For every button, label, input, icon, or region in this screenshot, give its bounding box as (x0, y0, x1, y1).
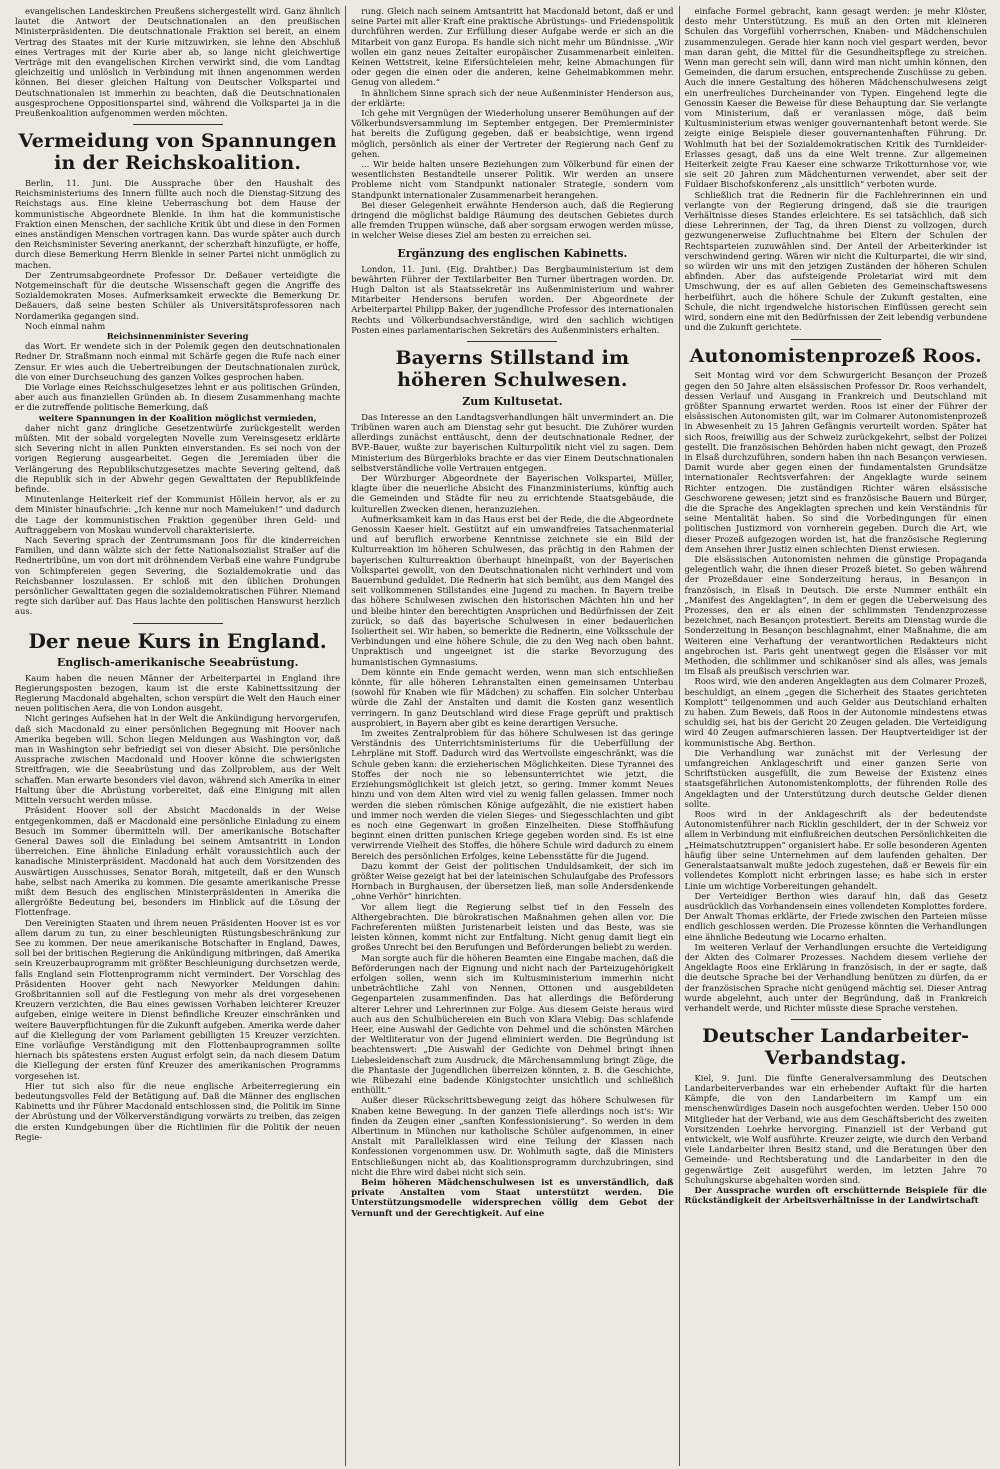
article-text: Der Verteidiger Berthon wies darauf hin, daß das Gesetz ausdrücklich das Vorhandensein eines vollendeten Komplottes fordere. Der Anwalt Thomas erklärte, der Friede zwischen den Parteien müsse endlich geschlossen werden. Die Prozesse könnten die Verhandlungen eine ähnliche Bedeutung wie Locarno erhalten. (684, 890, 987, 942)
subheadline: Zum Kultusetat. (462, 394, 563, 408)
article-text: Hier tut sich also für die neue englische Arbeiterregierung ein bedeutungsvolles Feld der Betätigung auf. Daß die Männer des englischen Kabinetts und ihr Führer Macdonald entschlossen sind, die Politik im Sinne der Abrüstung und der Völkerverständigung vorwärts zu treiben, das zeigen die ersten Kundgebungen über die Richtlinien für die Politik der neuen Regie- (15, 1080, 341, 1142)
article-text: Man sorgte auch für die höheren Beamten eine Eingabe machen, daß die Beförderungen nach der Eignung und nicht nach der Parteizugehörigkeit erfolgen sollen, wenn sich im Kultusministerium immerhin nicht unbeträchtliche Zahl von Nennen, Ottonen und ausgebildeten Gegenparteien zusammenfinden. Das hat allerdings die Beförderung alterer Lehrer und Lehrerinnen zur Folge. Aus diesem Geiste heraus wird auch aus den Schulbüchereien ein Buch von Klara Viebig: Das schlafende Heer, eine Auswahl der Gedichte von Dehmel und die schönsten Märchen der Weltliteratur von der Jugend eliminiert werden. Die Begründung ist beachtenswert: „Die Auswahl der Gedichte von Dehmel bringt ihnen Liebesleidenschaft zum Ausdruck, die Märchensammlung bringt Züge, die die Phantasie der Jugendlichen überreizen könnten, z. B. die Geschichte, wie Rübezahl eine badende Königstochter unsichtlich und schließlich enthüllt.“ (351, 952, 674, 1096)
article-text: Aufmerksamkeit kam in das Haus erst bei der Rede, die die Abgeordnete Genossin Kaeser hielt. Gestützt auf ein umwandfreies Tatsachenmaterial und auf beruflich erworbene Kenntnisse zeichnete sie ein Bild der Kulturreaktion im höheren Schulwesen, das prächtig in den Rahmen der bayerischen Kulturreaktion überhaupt hineinpaßt, von der Bayerischen Volkspartei gewollt, von den Deutschnationalen nicht verhindert und vom Bauernbund geduldet. Die Rednerin hat sich bemüht, aus dem Mangel des seit vollkommenen Stillstandes eine Jugend zu machen. In Bayern treibe das höhere Schulwesen zwischen den historischen Mächten hin und her und bleibe hinter den berechtigten Ansprüchen und Bedürfnissen der Zeit zurück, so daß das bayerische Schulwesen in einer bedauerlichen Isoliertheit sei. Wir haben, so bemerkte die Rednerin, eine Volksschule der Verbindungen und eine höhere Schule, die zu den Weg nach oben bahnt. Unpraktisch und ungeeignet ist die starke Bevorzugung des humanistischen Gymnasiums. (351, 513, 674, 667)
column-3 (679, 6, 992, 1466)
article-text: Bei dieser Gelegenheit erwähnte Henderson auch, daß die Regierung dringend die möglichst baldige Räumung des deutschen Gebietes durch alle fremden Truppen wünsche, daß aber sorgsam erwogen werden müsse, in welcher Weise dieses Ziel am besten zu erreichen sei. (351, 199, 674, 241)
divider (133, 623, 223, 624)
article-text: Roos wird, wie den anderen Angeklagten aus dem Colmarer Prozeß, beschuldigt, an einem „gegen die Sicherheit des Staates gerichteten Komplott“ teilgenommen und auch Gelder aus Deutschland erhalten zu haben. Zum Beweis, daß Roos in der Autonomie mindestens etwas schuldig sei, hat bis der Gericht 20 Zeugen geladen. Die Verteidigung wird 40 Zeugen aufmarschieren lassen. Der Hauptverteidiger ist der kommunistische Abg. Berthon. (684, 676, 987, 748)
article-text: Der Aussprache wurden oft erschütternde Beispiele für die Rückständigkeit der Arbeitsverhältnisse in der Landwirtschaft (684, 1185, 987, 1206)
article-text: Minutenlange Heiterkeit rief der Kommunist Höllein hervor, als er zu dem Minister hinaufschrie: „Ich kenne nur noch Mameluken!“ und dadurch die Lage der kommunistischen Fraktion gegenüber ihren Geld- und Auftraggebern von Moskau wundervoll charakterisierte. (15, 494, 341, 535)
article-text: Dazu kommt der Geist der politischen Unduldsamkeit, der sich im größter Weise gezeigt hat bei der lateinischen Schulaufgabe des Professors Hornbach in Burghausen, der übersetzen ließ, man solle Andersdenkende „ohne Verhör“ hinrichten. (351, 860, 674, 902)
article-text: das Wort. Er wendete sich in der Polemik gegen den deutschnationalen Redner Dr. Straßmann noch einmal mit Schärfe gegen die Rufe nach einer Zensur. Er wies auch die Uebertreibungen der Deutschnationalen zurück, die von einer Durchseuchung des ganzen Volkes gesprochen haben. (15, 341, 341, 382)
columns (10, 6, 992, 1466)
article-text: Beim höheren Mädchenschulwesen ist es unverständlich, daß private Anstalten vom Staat unterstützt werden. Die Unterstützungsmodelle widersprechen völlig dem Gebot der Vernunft und der Gerechtigkeit. Auf eine (351, 1177, 674, 1218)
article-text: einfache Formel gebracht, kann gesagt werden: je mehr Klöster, desto mehr Unterstützung. Es muß an den Orten mit kleineren Schulen das Vorgefühl vorherrschen, Knaben- und Mädchenschulen zusammenzulegen. Gerade hier kann noch viel gespart werden, bevor man daran geht, die Mittel für die Gesundheitspflege zu streichen. Wenn man gerecht sein will, dann wird man nicht umhin können, den Gemeinden, die darum ersuchen, entsprechende Zuschüsse zu geben. Auch die innere Gestaltung des höheren Mädchenschulwesens zeigt ein unerfreuliches Durcheinander von Typen. Eingehend legte die Genossin Kaeser die Beweise für diese Behauptung dar. Sie verlangte vom Ministerium, daß er veranlassen möge, daß beim Kultusministerium etwas weniger gouvernantenhaft betont werde. Sie zeigte einige Beispiele dieser gouvernantenhaften Führung. Dr. Wohlmuth hat bei der Sozialdemokratischen Kritik des Turnkleider-Erlasses gesagt, daß uns da eine Welt trenne. Zur allgemeinen Heiterkeit zeigte Frau Kaeser eine schwarze Trikotturnhose vor, wie sie seit 20 Jahren zum Mädchenturnen verwendet, aber seit der Fuldaer Bischofskonferenz „als unsittlich“ verboten wurde. (684, 6, 987, 190)
subheadline: Englisch-amerikanische Seeabrüstung. (56, 655, 299, 669)
article-text: Der Würzburger Abgeordnete der Bayerischen Volkspartei, Müller, klagte über die neuerliche Absicht des Finanzministeriums, künftig auch die Gemeinden und Städte für neu zu errichtende Staatsgebäude, die kulturellen Zwecken dienen, heranzuziehen. (351, 473, 674, 514)
article-text: Noch einmal nahm (25, 320, 106, 331)
article-text: Vor allem liegt die Regierung selbst tief in den Fesseln des Althergebrachten. Die bürokratischen Maßnahmen gehen allen vor. Die Fachreferenten müßten Juristenarbeit leisten und das Beste, was sie leisten können, kommt nicht zur Entfaltung. Nicht genug damit liegt ein großes Unrecht bei den Berufungen und Beförderungen beliebt zu werden. (351, 901, 674, 953)
headline: Bayerns Stillstand im höheren Schulwesen. (395, 347, 630, 391)
article-text: Im zweites Zentralproblem für das höhere Schulwesen ist das geringe Verständnis des Unterrichtsministeriums für die Ueberfüllung der Lehrpläne mit Stoff. Dadurch wird das Wertvollste eingeschränkt, was die Schule geben kann: die erzieherischen Möglichkeiten. Diese Tyrannei des Stoffes der noch nie so lebensunterrichtet wie jetzt, die Erziehungsmöglichkeit ist gleich jetzt, so gering. Immer kommt Neues hinzu und von dem Alten wird viel zu wenig fallen gelassen. Immer noch werden die sieben römischen Könige aufgezählt, die nie existiert haben und immer noch werden die vielen Sieges- und Siegesschlachten und gibt es noch eine Gegenwart in großen Einzelheiten. Diese Stoffhäufung beginnt einen dritten punischen Kriege gegeben worden sind. Es ist eine verwirrende Vielheit des Stoffes, die höhere Schule wird dadurch zu einem Bereich des persönlichen Erfolges, keine Lebensstätte für die Jugend. (351, 728, 674, 861)
article-text: In ähnlichem Sinne sprach sich der neue Außenminister Henderson aus, der erklärte: (351, 87, 674, 108)
divider (133, 124, 223, 125)
article-text: Kaum haben die neuen Männer der Arbeiterpartei in England ihre Regierungsposten bezogen, kaum ist die erste Kabinettssitzung der Regierung Macdonald abgehalten, schon verspürt die Welt den Hauch einer neuen politischen Aera, die von London ausgeht. (15, 672, 341, 714)
divider (791, 339, 881, 340)
article-text: Nicht geringes Aufsehen hat in der Welt die Ankündigung hervorgerufen, daß sich Macdonald zu einer persönlichen Begegnung mit Hoover nach Amerika begeben will. Schon liegen Meldungen aus Washington vor, daß man in Washington sehr befriedigt sei von dieser Absicht. Die persönliche Aussprache zwischen Macdonald und Hoover könne die schwierigsten Streitfragen, wie die Seeabrüstung und das Zollproblem, aus der Welt schaffen. Man erwarte besonders viel davon, während sich Amerika in einer Haltung über die Abrüstung vorbereitet, daß eine Einigung mit allen Mitteln versucht werden müsse. (15, 713, 341, 806)
article-text: daher nicht ganz dringliche Gesetzentwürfe zurückgestellt werden müßten. Mit der sobald vorgelegten Novelle zum Vereinsgesetz erklärte sich Severing nicht in allen Punkten einverstanden. Es sei noch von der vorigen Regierung ausgearbeitet. Gegen die Jeremiaden über die Verlängerung des Republikschutzgesetzes machte Severing geltend, daß die Republik sich in der Abwehr gegen Gewalttaten der Republikfeinde befinde. (15, 422, 341, 495)
subheading: Reichsinnenminister Severing (106, 330, 249, 341)
article-text: ... Wir beide halten unsere Beziehungen zum Völkerbund für einen der wesentlichsten Bestandteile unserer Politik. Wir werden an unsere Probleme nicht vom Standpunkt nationaler Strategie, sondern vom Standpunkt internationaler Zusammenarbeit herangehen. (351, 159, 674, 200)
article-text: Seit Montag wird vor dem Schwurgericht Besançon der Prozeß gegen den 50 Jahre alten elsässischen Professor Dr. Roos verhandelt, dessen Verlauf und Ausgang in Frankreich und Deutschland mit größter Spannung erwartet werden. Roos ist einer der Führer der elsässischen Autonomisten gilt, war im Colmarer Autonomistenprozeß in Abwesenheit zu 15 Jahren Gefängnis verurteilt worden. Später hat sich Roos, freiwillig aus der Schweiz zurückgekehrt, selbst der Polizei gestellt. Die französischen Behörden haben nicht gewagt, den Prozeß in Elsaß durchzuführen, sondern haben ihn nach Besançon verwiesen. Damit wurde aber gegen einen der fundamentalsten Grundsätze internationaler Rechtsverfahren: der Angeklagte wurde seinem Richter entzogen. Die zuständigen Richter wären elsässische Geschworene gewesen; jetzt sind es französische Bauern und Bürger, die die Sprache des Angeklagten sprechen und kein Verständnis für seine Mentalität haben. So sind die Vorbedingungen für einen politischen Justizmord von vornherein gegeben. Durch die Art, wie dieser Prozeß aufgezogen worden ist, hat die französische Regierung dem Ansehen ihrer Justiz einen schlechten Dienst erwiesen. (684, 370, 987, 554)
divider (791, 1019, 881, 1020)
article-text: Der Zentrumsabgeordnete Professor Dr. Deßauer verteidigte die Notgemeinschaft für die deutsche Wissenschaft gegen die Angriffe des Sozialdemokraten Moses. Aufmerksamkeit erweckte die Bemerkung Dr. Deßauers, daß seine besten Schüler als Universitätsprofessoren nach Nordamerika gegangen sind. (15, 269, 341, 321)
article-text: Im weiteren Verlauf der Verhandlungen ersuchte die Verteidigung der Akten des Colmarer Prozesses. Nachdem diesem verliehe der Angeklagte Roos eine Erklärung in französisch, in der er sagte, daß die deutsche Sprache bei der Verhandlung benützen zu dürfen, da er der französischen Sprache nicht genügend mächtig sei. Dieser Antrag wurde abgelehnt, auch unter der Begründung, daß in Frankreich verhandelt werde, und Richter müsste diese Sprache verstehen. (684, 941, 987, 1013)
headline: Deutscher Landarbeiter-Verbandstag. (702, 1025, 970, 1069)
article-text: Die Vorlage eines Reichsschulgesetzes lehnt er aus politischen Gründen, aber auch aus finanziellen Gründen ab. In diesem Zusammenhang machte er die zutreffende politische Bemerkung, daß (15, 381, 341, 413)
article-text: Den Vereinigten Staaten und ihrem neuen Präsidenten Hoover ist es vor allem darum zu tun, zu einer beschleunigten Rüstungsbeschränkung zur See zu kommen. Der neue amerikanische Botschafter in England, Dawes, soll bei der britischen Regierung die Ankündigung mitbringen, daß Amerika sein Kreuzerbauprogramm mit größter Beschleunigung durchsetzen werde, falls England sein Flottenprogramm nicht vermindert. Der Vorschlag des Präsidenten Hoover geht nach Newyorker Meldungen dahin: Großbritannien soll auf die Festlegung von mehr als drei vorgesehenen Kreuzern verzichten, die Bau eines gewissen Vorhaben leichterer Kreuzer aufgeben, einige weitere in Dienst befindliche Kreuzer einschränken und weitere Bauverpflichtungen für die Zukunft aufgeben. Amerika werde daher auf die Kiellegung der vom Parlament gebilligten 15 Kreuzer verzichten. Eine vorläufige Verständigung mit den Flottenbauprogrammen sollte hiernach bis spätestens ersten August erfolgt sein, da nach diesem Datum die Kiellegung der ersten fünf Kreuzer des amerikanischen Programms vorgesehen ist. (15, 917, 341, 1081)
column-1 (10, 6, 345, 1466)
article-text: Das Interesse an den Landtagsverhandlungen hält unvermindert an. Die Tribünen waren auch am Dienstag sehr gut besucht. Die Zuhörer wurden allerdings zunächst enttäuscht, denn der deutschnationale Redner, der BVP.-Bauer, wußte zur bayerischen Kulturpolitik nicht viel zu sagen. Dem Ministerium des Bürgerbloks brachte er das vier Einem Deutschnationalen selbstverständliche volle Vertrauen entgegen. (351, 411, 674, 473)
headline: Autonomistenprozeß Roos. (689, 344, 982, 367)
column-2 (345, 6, 678, 1466)
subheadline: Ergänzung des englischen Kabinetts. (397, 246, 628, 260)
subheading: weitere Spannungen in der Koalition möglichst vermieden, (38, 412, 317, 423)
headline: Der neue Kurs in England. (28, 628, 327, 653)
headline: Vermeidung von Spannungen in der Reichskoalition. (18, 130, 337, 175)
article-text: Dem könnte ein Ende gemacht werden, wenn man sich entschließen könnte, für alle höheren Lehranstalten einen gemeinsamen Unterbau (sowohl für Knaben wie für Mädchen) zu schaffen. Ein solcher Unterbau würde die Zahl der Anstalten und damit die Kosten ganz wesentlich verringern. In ganz Deutschland wird diese Frage geprüft und praktisch ausprobiert, in Bayern aber gibt es keine derartigen Versuche. (351, 666, 674, 728)
article-text: Präsident Hoover soll der Absicht Macdonalds in der Weise entgegenkommen, daß er Macdonald eine persönliche Einladung zu einem Besuch im Sommer übermitteln will. Der amerikanische Botschafter General Dawes soll die Einladung bei seinem Amtsantritt in London überreichen. Eine ähnliche Einladung erhält voraussichtlich auch der kanadische Ministerpräsident. Macdonald hat auch dem Vorsitzenden des Auswärtigen Ausschusses, Senator Borah, mitgeteilt, daß er den Wunsch habe, selbst nach Amerika zu kommen. Die gesamte amerikanische Presse mißt dem Besuch des englischen Ministerpräsidenten in Amerika die allergrößte Bedeutung bei, besonders im Hinblick auf die Lösung der Flottenfrage. (15, 805, 341, 918)
article-text: Außer dieser Rückschrittsbewegung zeigt das höhere Schulwesen für Knaben keine Bewegung. In der ganzen Tiefe allerdings noch ist's: Wir finden da Zeugen einer „sanften Konfessionisierung“. So werden in dem Albertinum in München nur katholische Schüler aufgenommen, in einer Anstalt mit Parallelklassen wird eine Teilung der Klassen nach Konfessionen vorgenommen usw. Dr. Wohlmuth sagte, daß die Ministers Entschließungen nicht ab, das Koalitionsprogramm durchzubringen, sind nicht die Ehre wird dabei nicht sich sein. (351, 1095, 674, 1177)
article-text: Roos wird in der Anklageschrift als der bedeutendste Autonomistenführer nach Ricklin geschildert, der in der Schweiz vor allem in Verbindung mit einflußreichen deutschen Persönlichkeiten die „Heimatschutztruppen“ organisiert habe. Er solle besonderen Agenten häufig über seine Unternehmen auf dem laufenden gehalten. Der Generalstaatsanwalt mußte jedoch zugestehen, daß er Beweis für ein vollendetes Komplott nicht erbringen lasse; es habe sich in erster Linie um wichtige Vorbereitungen gehandelt. (684, 809, 987, 891)
article-text: Berlin, 11. Juni. Die Aussprache über den Haushalt des Reichsministeriums des Innern füllte auch noch die Dienstag-Sitzung des Reichstags aus. Eine kleine Ueberraschung bot dem Hause der kommunistische Abgeordnete Blenkle. In ihm hat die kommunistische Fraktion einen Menschen, der sachliche Kritik übt und diese in den Formen eines anständigen Menschen vortragen kann. Das wurde später auch durch den Reichsminister Severing anerkannt, der scherzhaft hinzufügte, er hoffe, durch diese Bemerkung Herrn Blenkle in seiner Partei nicht unmöglich zu machen. (15, 177, 341, 270)
article-text: London, 11. Juni. (Eig. Drahtber.) Das Bergbauministerium ist dem bewährten Führer der Textilarbeiter Ben Turner übertragen worden. Dr. Hugh Dalton ist als Staatssekretär ins Außenministerium und wahrer Mitarbeiter Hendersons berufen worden. Der Abgeordnete der Arbeiterpartei Philipp Baker, der jugendliche Professor des internationalen Rechts und Völkerbundsachverständige, wird den sachlich wichtigen Posten eines parlamentarischen Sekretärs des Außenministers erhalten. (351, 263, 674, 335)
article-text: rung. Gleich nach seinem Amtsantritt hat Macdonald betont, daß er und seine Partei mit aller Kraft eine praktische Abrüstungs- und Friedenspolitik durchführen werden. Zur Erfüllung dieser Aufgabe werde er sich an die Mitarbeit von ganz Europa. Es handle sich nicht mehr um Bündnisse. „Wir wollen ein ganz neues Zeitalter europäischer Zusammenarbeit einleiten. Keinen Wettstreit, keine Eifersüchteleien mehr, keine Abmachungen für oder gegen die einen oder die anderen, keine Geheimabkommen mehr. Genug von alledem.“ (351, 6, 674, 88)
article-text: Nach Severing sprach der Zentrumsmann Joos für die kinderreichen Familien, und dann wälzte sich der fette Nationalsozialist Straßer auf die Rednertribüne, um von dort mit dröhnendem Verbaß eine wahre Fundgrube von Schimpfereien gegen Severing, die Sozialdemokratie und das Reichsbanner loszulassen. Er schloß mit den üblichen Drohungen persönlicher Gewalttaten gegen die sozialdemokratischen Führer. Niemand regte sich darüber auf. Das Haus lachte den politischen Hanswurst herzlich aus. (15, 535, 341, 617)
article-text: Kiel, 9. Juni. Die fünfte Generalversammlung des Deutschen Landarbeiterverbandes war ein erhebender Auftakt für die harten Kämpfe, die von den Landarbeitern im Kampf um ein menschenwürdiges Dasein noch ausgefochten werden. Ueber 150 000 Mitglieder hat der Verband, wie aus dem Geschäftsbericht des zweiten Vorsitzenden Loehrke hervorging. Finanziell ist der Verband gut entwickelt, wie Wolf ausführte. Kreuzer zeigte, wie durch den Verband viele Landarbeiter ihren Besitz stand, und die Beratungen über den Gemeinde- und Rechtsberatung und die Landarbeiter in den die gegenwärtige Zeit ausgeführt werden, im letzten Jahre 70 Schulungskurse abgehalten worden sind. (684, 1072, 987, 1185)
article-text: Schließlich trat die Rednerin für die Fachlehrerinnen ein und verlangte von der Regierung dringend, daß sie die traurigen Verhältnisse dieses Standes erleichtere. Es sei tatsächlich, daß sich diese Lehrerinnen, der Tag, da ihren Dienst zu vollzogen, durch gezwungenerweise Zufluchtnahme bei Eltern der Schulen der Rechtsparteien zuzuwählen sind. Der Anteil der Arbeiterkinder ist verschwindend gering. Wären wir nicht die Kulturpartei, die wir sind, so würden wir uns mit den jetzigen Zuständen der höheren Schulen abfinden. Aber das aufsteigende Proletariat wird mit dem Umschwung, der es auf allen Gebieten des Gemeinschaftswesens herbeiführt, auch die höhere Schule der Zukunft gestalten, eine Schule, die nicht irgendwelche historischen Einflüssen gerecht sein wird, sondern eine mit den Bedürfnissen der Zeit lebendig verbundene und die Zukunft gerichtete. (684, 189, 987, 333)
divider (467, 341, 557, 342)
article-text: Die elsässischen Autonomisten nehmen die günstige Propaganda gelegentlich wahr, die ihnen dieser Prozeß bietet. So geben während der Prozeßdauer eine Sonderzeitung heraus, in Besançon in französisch, in Elsaß in Deutsch. Die erste Nummer enthält ein „Manifest des Angeklagten“, in dem er gegen die Ueberweisung des Prozesses, den er als einen der schlimmsten Tendenzprozesse bezeichnet, nach Besançon protestiert. Bereits am Dienstag wurde die Sonderzeitung in Besançon beschlagnahmt, einer Maßnahme, die am Weiteren eine Verhaftung der verantwortlichen Redakteurs nicht angebrochen ist. Paris geht unentwegt gegen die Elsässer vor mit Methoden, die schlimmer und schikanöser sind als alles, was jemals im Elsaß als preußisch verschrien war. (684, 554, 987, 677)
article-text: evangelischen Landeskirchen Preußens sichergestellt wird. Ganz ähnlich lautet die Antwort der Deutschnationalen an den preußischen Ministerpräsidenten. Die deutschnationale Fraktion sei bereit, an einem Vertrag des Staates mit der Kurie mitzuwirken, sie lehne den Abschluß eines Vertrages mit der Kurie aber ab, so lange nicht gleichwertige Verträge mit den evangelischen Kirchen verwirkt sind, die vom Landtag gleichzeitig und unlöslich in Verbindung mit ihnen angenommen werden können. Bei dieser gleichen Haltung von Deutscher Volkspartei und Deutschnationalen ist immerhin zu beachten, daß die Deutschnationalen ausgesprochene Oppositionspartei sind, während die Volkspartei ja in die Preußenkoalition aufgenommen werden möchten. (15, 6, 341, 119)
article-text: Ich gehe mit Vergnügen der Wiederholung unserer Bemühungen auf der Völkerbundsversammlung im September entgegen. Der Premierminister hat bereits die Zufügung gegeben, daß er beabsichtige, wenn irgend möglich, persönlich als einer der Vertreter der Regierung nach Genf zu gehen. (351, 108, 674, 159)
article-text: Die Verhandlung war zunächst mit der Verlesung der umfangreichen Anklageschrift und einer ganzen Serie von Schriftstücken ausgefüllt, die zum Beweise der Existenz eines staatsgefährlichen Autonomistenkomplotts, der führenden Rolle des Angeklagten und der Unterstützung durch deutsche Gelder dienen sollte. (684, 747, 987, 809)
